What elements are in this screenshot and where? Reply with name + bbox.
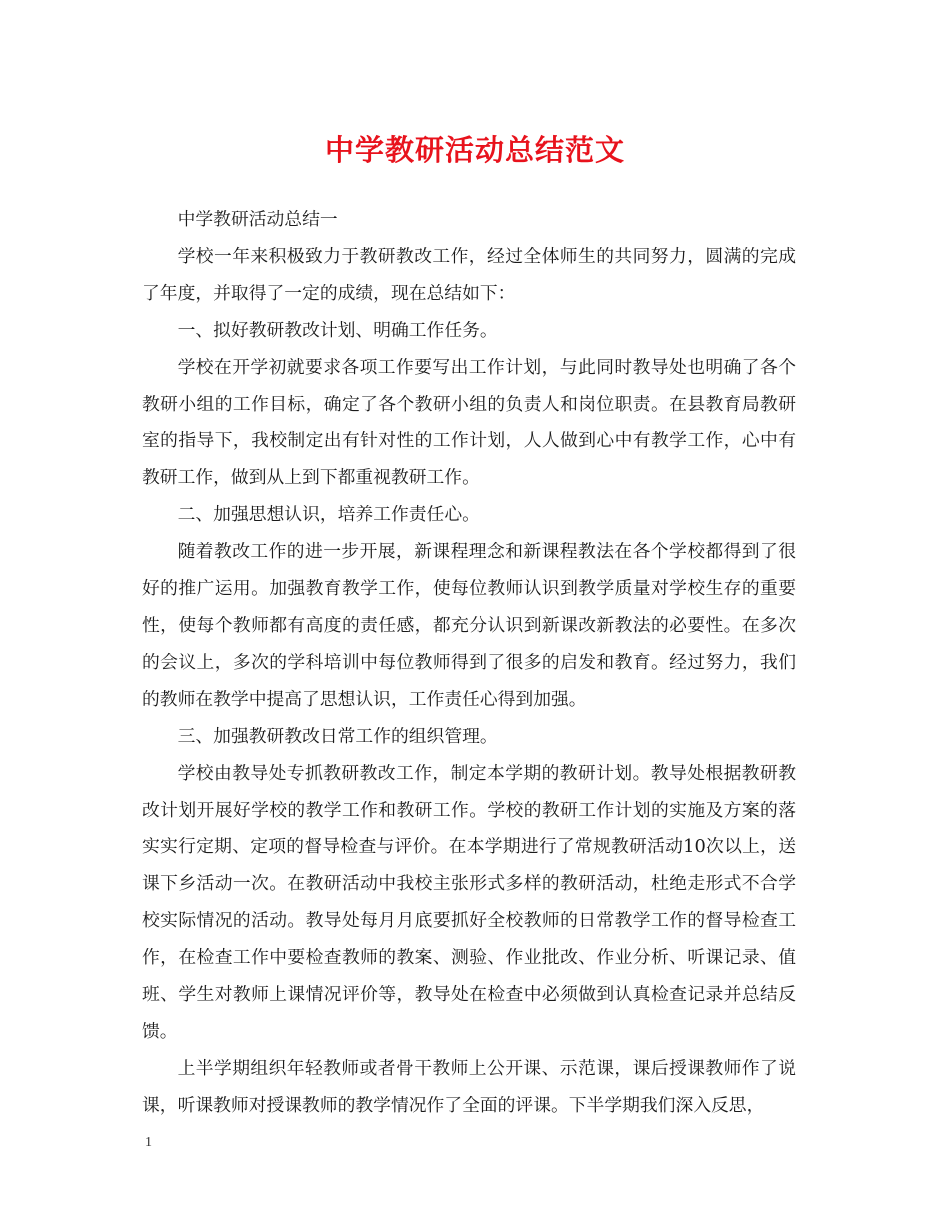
body-paragraph: 随着教改工作的进一步开展，新课程理念和新课程教法在各个学校都得到了很好的推广运用。加强教育教学工作，使每位教师认识到教学质量对学校生存的重要性，使每个教师都有高度的责任感，都充分认识到新课改新教法的必要性。在多次的会议上，多次的学科培训中每位教师得到了很多的启发和教育。经过努力，我们的教师在教学中提高了思想认识，工作责任心得到加强。: [142, 541, 796, 710]
subsection-heading: 一、拟好教研教改计划、明确工作任务。: [177, 319, 498, 341]
page-number: 1: [145, 1135, 152, 1150]
document-title: 中学教研活动总结范文: [324, 133, 625, 167]
section-heading: 中学教研活动总结一: [177, 209, 338, 230]
document-body: [142, 202, 796, 1125]
body-paragraph: 学校在开学初就要求各项工作要写出工作计划，与此同时教导处也明确了各个教研小组的工作目标，确定了各个教研小组的负责人和岗位职责。在县教育局教研室的指导下，我校制定出有针对性的工作计划，人人做到心中有教学工作，心中有教研工作，做到从上到下都重视教研工作。: [142, 356, 796, 489]
body-paragraph: 上半学期组织年轻教师或者骨干教师上公开课、示范课，课后授课教师作了说课，听课教师对授课教师的教学情况作了全面的评课。下半学期我们深入反思，: [142, 1057, 796, 1116]
subsection-heading: 三、加强教研教改日常工作的组织管理。: [177, 725, 498, 747]
subsection-heading: 二、加强思想认识，培养工作责任心。: [177, 504, 480, 526]
body-paragraph: 学校一年来积极致力于教研教改工作，经过全体师生的共同努力，圆满的完成了年度，并取得了一定的成绩，现在总结如下：: [142, 245, 796, 304]
body-paragraph: 学校由教导处专抓教研教改工作，制定本学期的教研计划。教导处根据教研教改计划开展好学校的教学工作和教研工作。学校的教研工作计划的实施及方案的落实实行定期、定项的督导检查与评价。在本学期进行了常规教研活动10次以上，送课下乡活动一次。在教研活动中我校主张形式多样的教研活动，杜绝走形式不合学校实际情况的活动。教导处每月月底要抓好全校教师的日常教学工作的督导检查工作，在检查工作中要检查教师的教案、测验、作业批改、作业分析、听课记录、值班、学生对教师上课情况评价等，教导处在检查中必须做到认真检查记录并总结反馈。: [142, 762, 796, 1042]
